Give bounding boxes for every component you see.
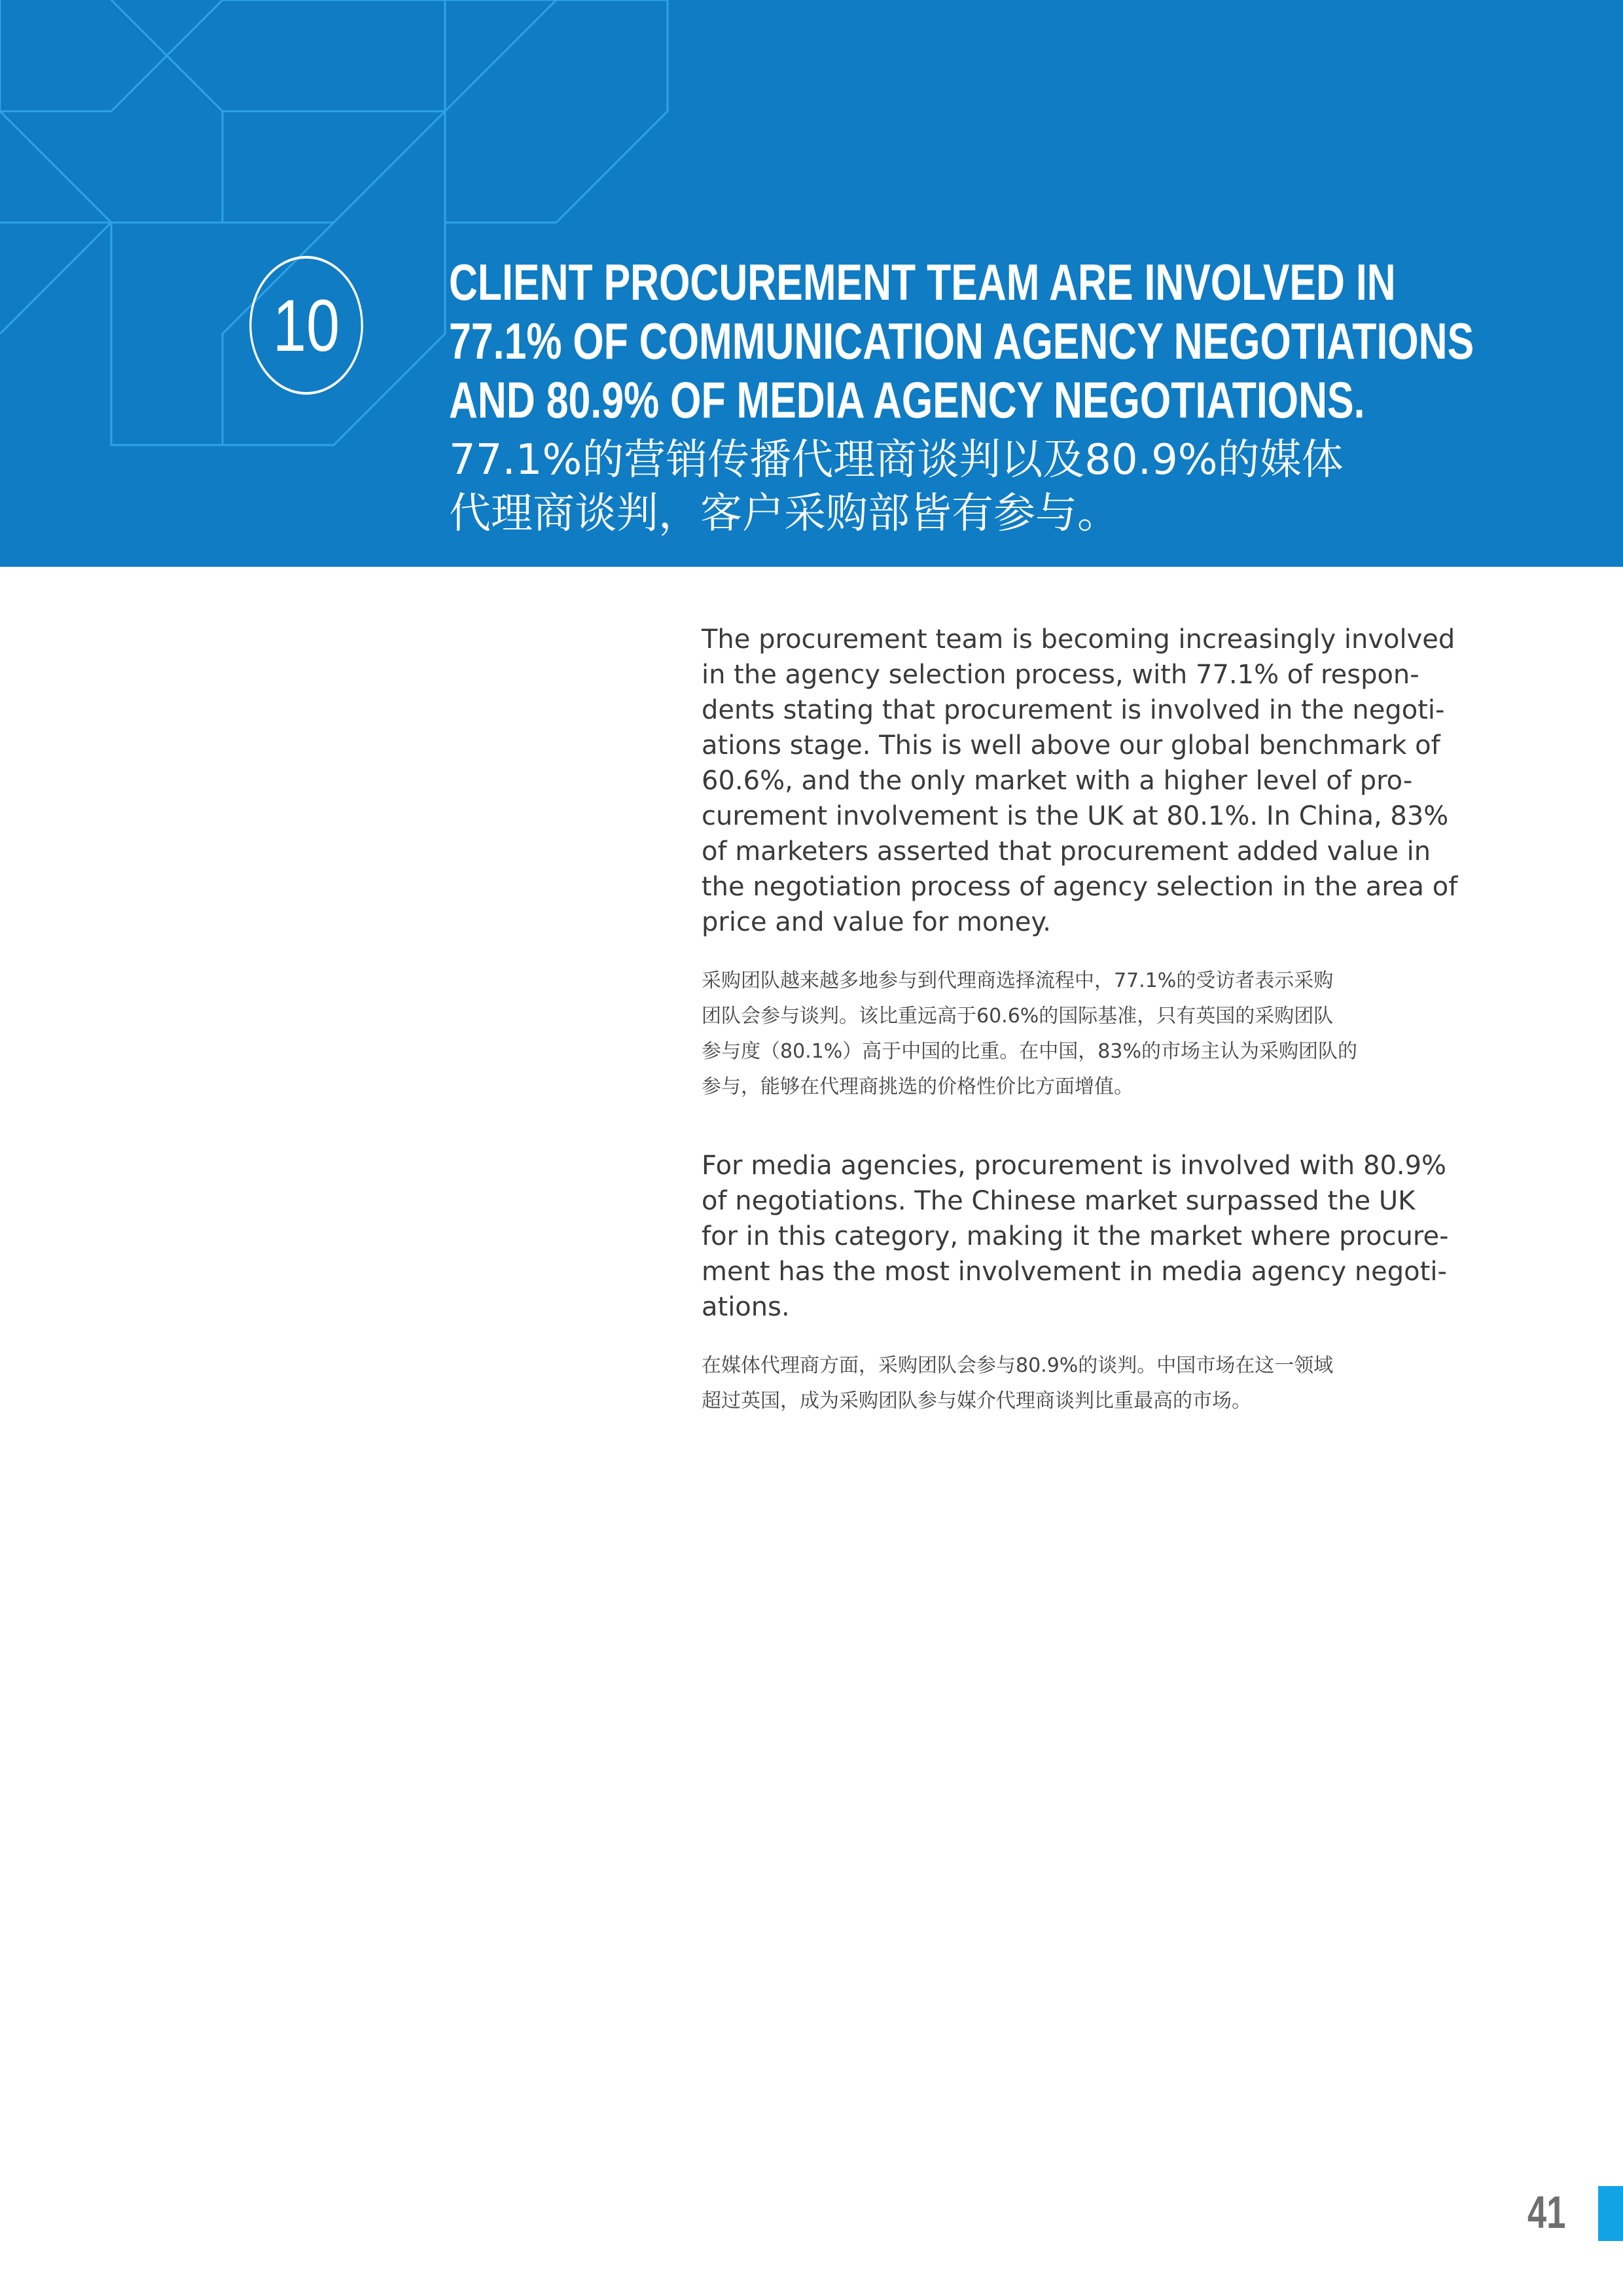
headline <box>449 253 1474 429</box>
text-line: 在媒体代理商方面，采购团队会参与80.9%的谈判。中国市场在这一领域 <box>702 1354 1334 1377</box>
text-line: ations. <box>702 1292 790 1322</box>
text-line: 采购团队越来越多地参与到代理商选择流程中，77.1%的受访者表示采购 <box>702 969 1334 992</box>
section-number-badge <box>249 256 363 395</box>
body-text <box>702 622 1458 1462</box>
text-line: of marketers asserted that procurement added value in <box>702 836 1431 867</box>
headline-line: 77.1% OF COMMUNICATION AGENCY NEGOTIATIONS <box>449 312 1474 370</box>
text-line: price and value for money. <box>702 907 1052 937</box>
text-line: 60.6%, and the only market with a higher level of pro- <box>702 766 1413 796</box>
headline-line: AND 80.9% OF MEDIA AGENCY NEGOTIATIONS. <box>449 371 1365 429</box>
text-line: ment has the most involvement in media agency negoti- <box>702 1257 1447 1287</box>
headline-cn-line: 代理商谈判，客户采购部皆有参与。 <box>449 490 1119 538</box>
page-number: 41 <box>1527 2187 1566 2238</box>
text-line: 超过英国，成为采购团队参与媒介代理商谈判比重最高的市场。 <box>702 1390 1251 1412</box>
text-line: 团队会参与谈判。该比重远高于60.6%的国际基准，只有英国的采购团队 <box>702 1005 1334 1028</box>
text-line: For media agencies, procurement is involved with 80.9% <box>702 1151 1447 1181</box>
text-line: in the agency selection process, with 77.1% of respon- <box>702 660 1419 690</box>
paragraph-media-chinese <box>702 1348 1435 1419</box>
text-line: The procurement team is becoming increasingly involved <box>702 624 1455 655</box>
text-line: 参与度（80.1%）高于中国的比重。在中国，83%的市场主认为采购团队的 <box>702 1040 1357 1063</box>
page-tab-accent <box>1598 2186 1623 2241</box>
text-line: dents stating that procurement is involved in the negoti- <box>702 695 1445 725</box>
section-number: 10 <box>272 284 340 367</box>
text-line: for in this category, making it the market where procure- <box>702 1221 1449 1251</box>
text-line: of negotiations. The Chinese market surpassed the UK <box>702 1186 1416 1216</box>
paragraph-procurement-english <box>702 622 1458 940</box>
text-line: the negotiation process of agency selection in the area of <box>702 872 1458 902</box>
headline-cn-line: 77.1%的营销传播代理商谈判以及80.9%的媒体 <box>449 436 1344 484</box>
header-banner <box>0 0 1623 567</box>
paragraph-media-english <box>702 1148 1449 1325</box>
headline-line: CLIENT PROCUREMENT TEAM ARE INVOLVED IN <box>449 253 1396 311</box>
headline-chinese <box>449 433 1431 541</box>
text-line: ations stage. This is well above our global benchmark of <box>702 730 1440 761</box>
text-line: curement involvement is the UK at 80.1%. In China, 83% <box>702 801 1449 831</box>
paragraph-procurement-chinese <box>702 963 1435 1105</box>
text-line: 参与，能够在代理商挑选的价格性价比方面增值。 <box>702 1075 1133 1098</box>
